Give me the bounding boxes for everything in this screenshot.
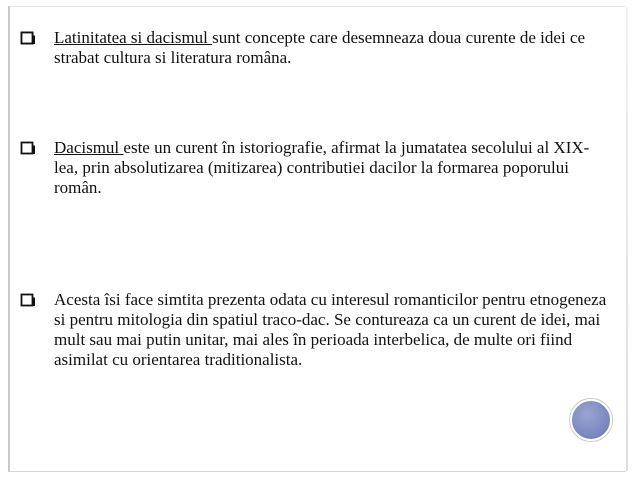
bullet-text-1 [54,28,610,68]
bullet-item-1 [20,28,610,68]
bullet-text-3 [54,290,610,370]
bullet-body-2: este un curent în istoriografie, afirmat la jumatatea secolului al XIX-lea, prin absolutizarea (mitizarea) contributiei dacilor la formarea poporului român. [54,138,590,197]
bullet-term-1: Latinitatea si dacismul [54,28,213,47]
hollow-square-bullet-icon [20,293,36,307]
bullet-term-2: Dacismul [54,138,124,157]
hollow-square-bullet-icon [20,141,36,155]
slide-frame [8,6,626,472]
bullet-text-2 [54,138,610,198]
bullet-body-1: sunt concepte care desemneaza doua curente de idei ce strabat cultura si literatura româna. [54,28,586,67]
hollow-square-bullet-icon [20,31,36,45]
decorative-circle [570,399,612,441]
bullet-item-3 [20,290,610,370]
bullet-body-3: Acesta îsi face simtita prezenta odata cu interesul romanticilor pentru etnogeneza si pentru mitologia din spatiul traco-dac. Se contureaza ca un curent de idei, mai mult sau mai putin unitar, mai ales în perioada interbelica, de multe ori fiind asimilat cu orientarea traditionalista. [54,290,607,369]
bullet-item-2 [20,138,610,198]
